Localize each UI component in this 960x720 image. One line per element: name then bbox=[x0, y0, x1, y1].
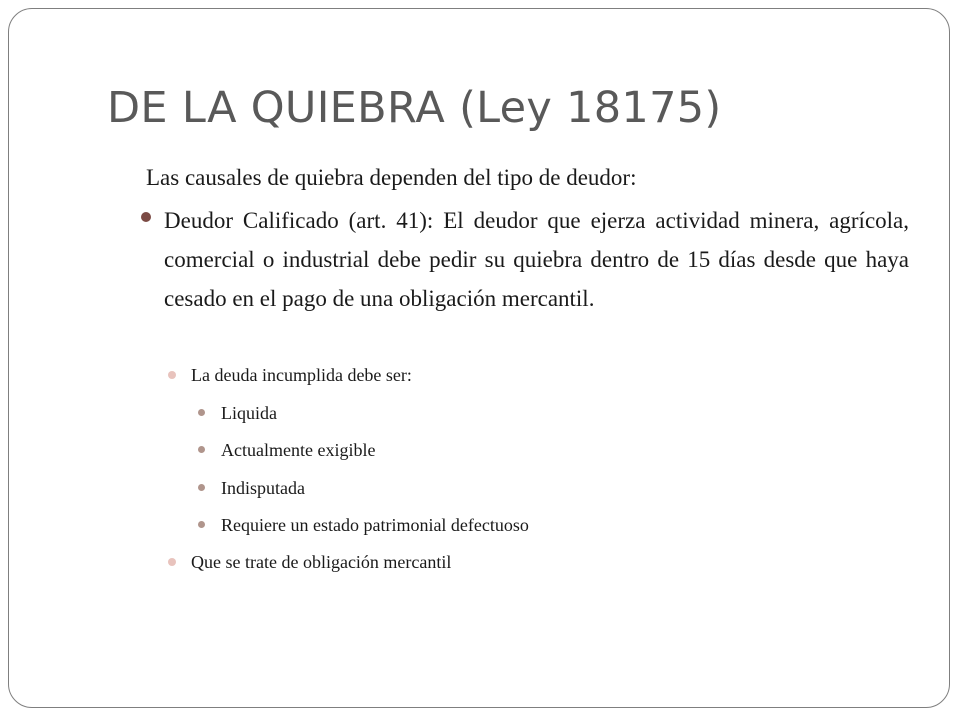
sub-sub-bullet-estado-patrimonial: Requiere un estado patrimonial defectuoso bbox=[221, 515, 529, 535]
bullet-icon bbox=[168, 558, 176, 566]
bullet-icon bbox=[198, 484, 205, 491]
main-bullet-text: Deudor Calificado (art. 41): El deudor que ejerza actividad minera, agrícola, comercial o industrial debe pedir su quiebra dentro de 15 días desde que haya cesado en el pago de una obligación mercantil. bbox=[164, 208, 909, 311]
bullet-icon bbox=[168, 371, 176, 379]
slide-title: DE LA QUIEBRA (Ley 18175) bbox=[107, 83, 722, 133]
intro-text: Las causales de quiebra dependen del tipo de deudor: bbox=[146, 165, 637, 190]
sub-bullet-debt-requirements: La deuda incumplida debe ser: bbox=[191, 365, 412, 385]
sub-bullet-obligacion-mercantil: Que se trate de obligación mercantil bbox=[191, 552, 452, 572]
bullet-icon bbox=[198, 446, 205, 453]
sub-sub-bullet-exigible: Actualmente exigible bbox=[221, 440, 376, 460]
sub-sub-bullet-liquida: Liquida bbox=[221, 403, 277, 423]
bullet-icon bbox=[198, 521, 205, 528]
sub-sub-bullet-indisputada: Indisputada bbox=[221, 478, 305, 498]
bullet-icon bbox=[141, 212, 151, 222]
bullet-icon bbox=[198, 409, 205, 416]
